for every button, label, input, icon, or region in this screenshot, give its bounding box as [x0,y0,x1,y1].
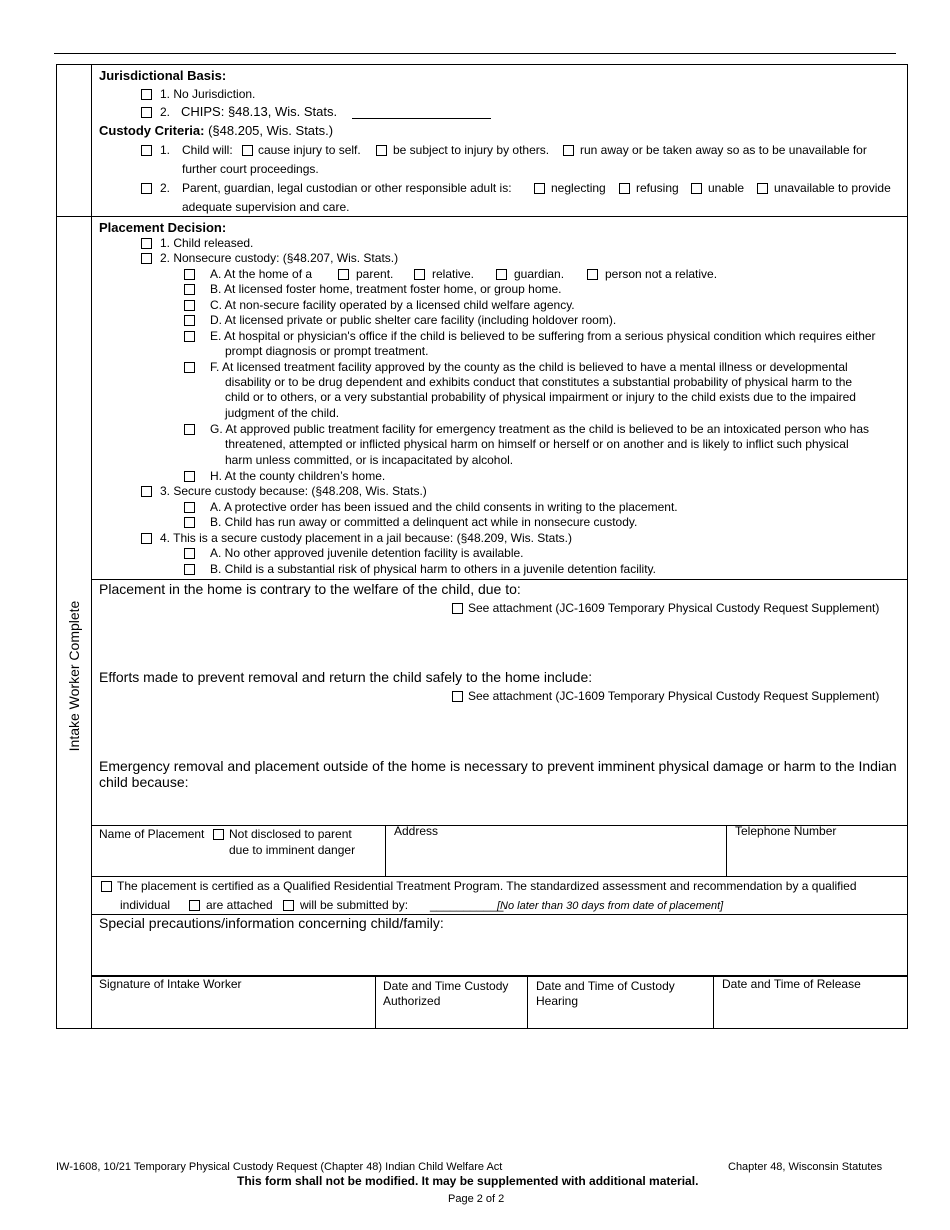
submitted-label: will be submitted by: [300,898,409,912]
shelter-care-checkbox[interactable] [184,315,195,326]
placement-heading: Placement Decision: [99,220,227,235]
treatment-facility-cont-2: child or to others, or a very substantial probability of physical impairment or injury to the child exists due to the impaired [225,390,856,404]
secure-custody-label: 3. Secure custody because: (§48.208, Wis. Stats.) [160,484,427,498]
home-label: A. At the home of a [210,267,313,281]
no-jurisdiction-checkbox[interactable] [141,89,152,100]
page-number: Page 2 of 2 [448,1193,505,1205]
special-label: Special precautions/information concerning child/family: [99,915,444,931]
jail-checkbox[interactable] [141,533,152,544]
submitted-checkbox[interactable] [283,900,294,911]
hospital-checkbox[interactable] [184,331,195,342]
no-detention-label: A. No other approved juvenile detention facility is available. [210,546,524,560]
emergency-label-2: child because: [99,774,189,790]
no-detention-checkbox[interactable] [184,548,195,559]
guardian-checkbox[interactable] [496,269,507,280]
signature-label: Signature of Intake Worker [99,977,242,991]
nonsecure-label: 2. Nonsecure custody: (§48.207, Wis. Stats.) [160,251,399,265]
injury-self-checkbox[interactable] [242,145,253,156]
release-label: Date and Time of Release [722,977,861,991]
emergency-label-1: Emergency removal and placement outside of the home is necessary to prevent imminent physical damage or harm to the Indian [99,758,897,774]
custody-heading-ref: (§48.205, Wis. Stats.) [208,123,334,138]
jurisdiction-heading: Jurisdictional Basis: [99,68,227,83]
placement-info-bottom [91,876,908,877]
custody-heading [99,123,333,138]
parent-criteria-checkbox[interactable] [141,183,152,194]
nonsecure-checkbox[interactable] [141,253,152,264]
signature-divider-3 [713,977,714,1029]
run-away-custody-label: B. Child has run away or committed a delinquent act while in nonsecure custody. [210,515,638,529]
child-will-label: Child will: [182,143,233,157]
home-checkbox[interactable] [184,269,195,280]
signature-divider-1 [375,977,376,1029]
parent-checkbox[interactable] [338,269,349,280]
welfare-attachment-checkbox[interactable] [452,603,463,614]
authorized-label-2: Authorized [383,994,441,1008]
attached-label: are attached [206,898,273,912]
unable-label: unable [708,181,745,195]
welfare-attachment-label: See attachment (JC-1609 Temporary Physical Custody Request Supplement) [468,601,880,615]
child-will-checkbox[interactable] [141,145,152,156]
shelter-care-label: D. At licensed private or public shelter care facility (including holdover room). [210,313,617,327]
substantial-risk-label: B. Child is a substantial risk of physical harm to others in a juvenile detention facility. [210,562,656,576]
chips-number: 2. [160,105,171,119]
qrtp-label: The placement is certified as a Qualified Residential Treatment Program. The standardized assessment and recommendation by a qualified [117,879,857,893]
placement-info-divider-1 [385,825,386,876]
jail-label: 4. This is a secure custody placement in a jail because: (§48.209, Wis. Stats.) [160,531,572,545]
injury-others-label: be subject to injury by others. [393,143,550,157]
run-away-custody-checkbox[interactable] [184,517,195,528]
emergency-treatment-label: G. At approved public treatment facility for emergency treatment as the child is believed to be an intoxicated person who has [210,422,870,436]
hearing-label-1: Date and Time of Custody [536,979,675,993]
placement-name-label: Name of Placement [99,827,205,841]
side-label: Intake Worker Complete [66,600,82,752]
placement-info-divider-2 [726,825,727,876]
refusing-checkbox[interactable] [619,183,630,194]
not-disclosed-label-2: due to imminent danger [229,843,356,857]
not-disclosed-label: Not disclosed to parent [229,827,352,841]
treatment-facility-cont-1: disability or to be drug dependent and exhibits conduct that constitutes a substantial probability of physical harm to the [225,375,853,389]
injury-self-label: cause injury to self. [258,143,361,157]
top-rule [54,53,896,54]
attached-checkbox[interactable] [189,900,200,911]
telephone-label: Telephone Number [735,824,837,838]
non-secure-facility-label: C. At non-secure facility operated by a licensed child welfare agency. [210,298,575,312]
hospital-label-cont: prompt diagnosis or prompt treatment. [225,344,429,358]
childrens-home-checkbox[interactable] [184,471,195,482]
neglecting-label: neglecting [551,181,606,195]
emergency-treatment-cont-1: threatened, attempted or inflicted physical harm on himself or herself or on another and is likely to inflict such physical [225,437,849,451]
foster-home-label: B. At licensed foster home, treatment foster home, or group home. [210,282,562,296]
relative-label: relative. [432,267,475,281]
run-away-continued: further court proceedings. [182,162,319,176]
relative-checkbox[interactable] [414,269,425,280]
footer-form-id: IW-1608, 10/21 Temporary Physical Custody Request (Chapter 48) Indian Child Welfare Act [56,1161,503,1173]
run-away-checkbox[interactable] [563,145,574,156]
foster-home-checkbox[interactable] [184,284,195,295]
unavailable-checkbox[interactable] [757,183,768,194]
efforts-attachment-label: See attachment (JC-1609 Temporary Physical Custody Request Supplement) [468,689,880,703]
qrtp-note: [No later than 30 days from date of placement] [497,900,724,912]
child-will-number: 1. [160,143,171,157]
emergency-treatment-cont-2: harm unless committed, or is incapacitated by alcohol. [225,453,514,467]
treatment-facility-checkbox[interactable] [184,362,195,373]
efforts-attachment-checkbox[interactable] [452,691,463,702]
neglecting-checkbox[interactable] [534,183,545,194]
protective-order-checkbox[interactable] [184,502,195,513]
injury-others-checkbox[interactable] [376,145,387,156]
emergency-treatment-checkbox[interactable] [184,424,195,435]
chips-blank-line[interactable] [352,118,491,119]
refusing-label: refusing [636,181,679,195]
chips-label: CHIPS: §48.13, Wis. Stats. [181,104,338,119]
side-column [57,65,92,1028]
treatment-facility-label: F. At licensed treatment facility approved by the county as the child is believed to have a mental illness or developmental [210,360,848,374]
unavailable-continued: adequate supervision and care. [182,200,350,214]
section-divider [56,216,908,217]
childrens-home-label: H. At the county children’s home. [210,469,386,483]
guardian-label: guardian. [514,267,565,281]
treatment-facility-cont-3: judgment of the child. [225,406,340,420]
welfare-label: Placement in the home is contrary to the welfare of the child, due to: [99,581,521,597]
parent-criteria-label: Parent, guardian, legal custodian or other responsible adult is: [182,181,512,195]
qrtp-checkbox[interactable] [101,881,112,892]
efforts-label: Efforts made to prevent removal and return the child safely to the home include: [99,669,593,685]
hospital-label: E. At hospital or physician's office if the child is believed to be suffering from a serious physical condition which requires either [210,329,876,343]
child-released-label: 1. Child released. [160,236,254,250]
secure-custody-checkbox[interactable] [141,486,152,497]
substantial-risk-checkbox[interactable] [184,564,195,575]
not-disclosed-checkbox[interactable] [213,829,224,840]
no-jurisdiction-label: 1. No Jurisdiction. [160,87,256,101]
footer-statutes: Chapter 48, Wisconsin Statutes [728,1161,883,1173]
run-away-label: run away or be taken away so as to be unavailable for [580,143,867,157]
non-relative-label: person not a relative. [605,267,718,281]
protective-order-label: A. A protective order has been issued and the child consents in writing to the placement. [210,500,678,514]
unavailable-label: unavailable to provide [774,181,891,195]
custody-heading-label: Custody Criteria: [99,123,205,138]
non-secure-facility-checkbox[interactable] [184,300,195,311]
address-label: Address [394,824,439,838]
authorized-label-1: Date and Time Custody [383,979,509,993]
non-relative-checkbox[interactable] [587,269,598,280]
placement-divider [91,579,908,580]
signature-divider-2 [527,977,528,1029]
parent-criteria-number: 2. [160,181,171,195]
chips-checkbox[interactable] [141,107,152,118]
hearing-label-2: Hearing [536,994,579,1008]
unable-checkbox[interactable] [691,183,702,194]
footer-notice: This form shall not be modified. It may be supplemented with additional material. [237,1174,699,1188]
child-released-checkbox[interactable] [141,238,152,249]
submitted-date-blank[interactable]: ___________. [430,898,507,912]
qrtp-individual-label: individual [120,898,171,912]
parent-label: parent. [356,267,394,281]
